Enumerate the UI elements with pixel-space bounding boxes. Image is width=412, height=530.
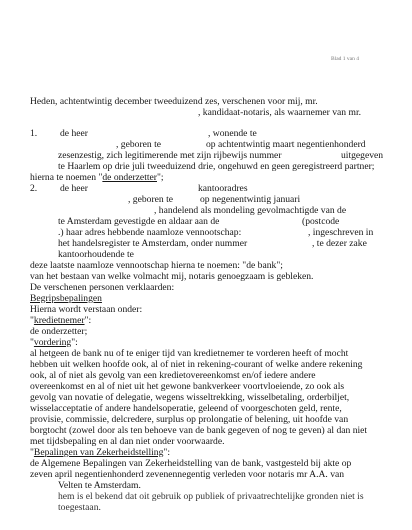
intro-line-1: Heden, achtentwintig december tweeduizend zes, verschenen voor mij, mr. — [30, 96, 318, 107]
party2-text-j: het handelsregister te Amsterdam, onder nummer — [58, 238, 248, 249]
party1-text-b: , wonende te — [208, 128, 257, 139]
footer-line-1: hem is el bekend dat oit gebruik op publiek of privaatrechtelijke gronden niet is — [58, 491, 364, 502]
party1-h-prefix: hierna te noemen " — [30, 172, 103, 183]
party2-text-b: kantooradres — [198, 183, 248, 194]
party1-h-suffix: "; — [156, 172, 164, 183]
definitions-intro: Hierna wordt verstaan onder: — [30, 304, 143, 315]
body-line-2: van het bestaan van welke volmacht mij, notaris genoegzaam is gebleken. — [30, 271, 314, 282]
party1-text-a: de heer — [60, 128, 88, 139]
party1-text-d: op achtentwintig maart negentienhonderd — [206, 139, 366, 150]
bepalingen-line-1: de Algemene Bepalingen van Zekerheidstelling van de bank, vastgesteld bij akte op — [30, 458, 352, 469]
vordering-line-4: overeenkomst en al of niet uit het gewone bankverkeer voortvloeiende, zo ook als — [30, 381, 345, 392]
party2-text-e: , handelend als mondeling gevolmachtigde van de — [154, 205, 347, 216]
party1-text-f: uitgegeven — [341, 150, 384, 161]
vordering-line-7: provisie, commissie, delcredere, surplus op prolongatie of belening, uit hoofde van — [30, 414, 349, 425]
party2-text-d: op negenentwintig januari — [200, 194, 301, 205]
kredietnemer-term: "kredietnemer": — [30, 315, 92, 326]
footer-line-2: toegestaan. — [58, 502, 101, 513]
party2-text-f: te Amsterdam gevestigde en aldaar aan de — [58, 216, 220, 227]
vordering-line-3: ook, al of niet als gevolg van een kredietovereenkomst en/of iedere andere — [30, 370, 316, 381]
vordering-term-text: vordering — [33, 337, 72, 348]
bepalingen-term-text: Bepalingen van Zekerheidstelling — [33, 447, 164, 458]
party1-number: 1. — [30, 128, 38, 139]
party2-number: 2. — [30, 183, 38, 194]
party1-h-term: de onderzetter — [102, 172, 157, 183]
party1-text-c: , geboren te — [116, 139, 162, 150]
party2-text-h: .) haar adres hebbende naamloze vennootschap: — [58, 227, 242, 238]
party2-text-c: , geboren te — [128, 194, 174, 205]
party2-text-i: , ingeschreven in — [308, 227, 374, 238]
party2-text-g: (postcode — [302, 216, 340, 227]
party1-text-e: zesenzestig, zich legitimerende met zijn rijbewijs nummer — [58, 150, 282, 161]
bepalingen-term: "Bepalingen van Zekerheidstelling": — [30, 447, 170, 458]
party2-text-k: , te dezer zake — [312, 238, 367, 249]
vordering-line-5: gevolg van novatie of delegatie, wegens wisseltrekking, wisselbetaling, orderbiljet, — [30, 392, 350, 403]
party2-text-l: kantoorhoudende te — [58, 249, 134, 260]
vordering-line-2: hebben uit welken hoofde ook, al of niet in rekening-courant of welke andere rekening — [30, 359, 363, 370]
intro-line-2: , kandidaat-notaris, als waarnemer van mr. — [198, 107, 362, 118]
kredietnemer-term-text: kredietnemer — [33, 315, 85, 326]
page-label: Blad 1 van 4 — [331, 56, 359, 62]
kredietnemer-def: de onderzetter; — [30, 326, 88, 337]
vordering-line-6: wisselacceptatie of andere handelsoperatie, geleend of voorgeschoten geld, rente, — [30, 403, 342, 414]
vordering-term: "vordering": — [30, 337, 78, 348]
vordering-line-8: borgtocht (zowel door als ten behoeve van de bank gegeven of nog te geven) al dan niet — [30, 425, 368, 436]
bepalingen-line-3: Velten te Amsterdam. — [58, 480, 141, 491]
party1-text-g: te Haarlem op drie juli tweeduizend drie, ongehuwd en geen geregistreerd partner; — [58, 161, 375, 172]
party2-text-a: de heer — [60, 183, 88, 194]
body-line-3: De verschenen personen verklaarden: — [30, 282, 175, 293]
vordering-line-9: met tijdsbepaling en al dan niet onder voorwaarde. — [30, 436, 225, 447]
body-line-1: deze laatste naamloze vennootschap hierna te noemen: "de bank"; — [30, 260, 283, 271]
bepalingen-line-2: zeven april negentienhonderd zevenennegentig verleden voor notaris mr A.A. van — [30, 469, 345, 480]
vordering-line-1: al hetgeen de bank nu of te eniger tijd van kredietnemer te vorderen heeft of mocht — [30, 348, 349, 359]
definitions-heading: Begripsbepalingen — [30, 293, 102, 304]
party1-text-h — [30, 172, 164, 183]
